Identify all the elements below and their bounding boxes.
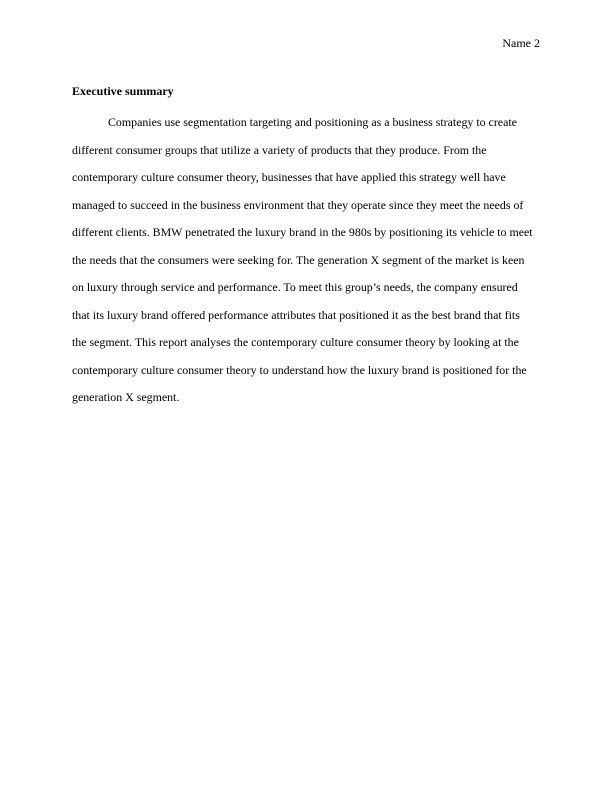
paragraph-line: the needs that the consumers were seeking for. The generation X segment of the market is keen	[72, 252, 525, 267]
paragraph-line: the segment. This report analyses the contemporary culture consumer theory by looking at the	[72, 335, 519, 349]
paragraph-line: Companies use segmentation targeting and positioning as a business strategy to create	[108, 115, 517, 129]
paragraph-line: that its luxury brand offered performance attributes that positioned it as the best brand that fits	[72, 307, 520, 322]
paragraph-line: generation X segment.	[72, 390, 180, 404]
paragraph-line: different consumer groups that utilize a variety of products that they produce. From the	[72, 142, 487, 157]
paragraph-line: contemporary culture consumer theory to understand how the luxury brand is positioned for the	[72, 362, 527, 377]
running-header: Name 2	[502, 36, 540, 50]
section-heading: Executive summary	[72, 84, 174, 98]
body-paragraph	[72, 109, 540, 412]
paragraph-line: different clients. BMW penetrated the luxury brand in the 980s by positioning its vehicle to meet	[72, 225, 533, 239]
paragraph-line: managed to succeed in the business environment that they operate since they meet the needs of	[72, 197, 524, 212]
paragraph-line: contemporary culture consumer theory, businesses that have applied this strategy well have	[72, 170, 506, 184]
paragraph-line: on luxury through service and performance. To meet this group’s needs, the company ensured	[72, 280, 518, 294]
